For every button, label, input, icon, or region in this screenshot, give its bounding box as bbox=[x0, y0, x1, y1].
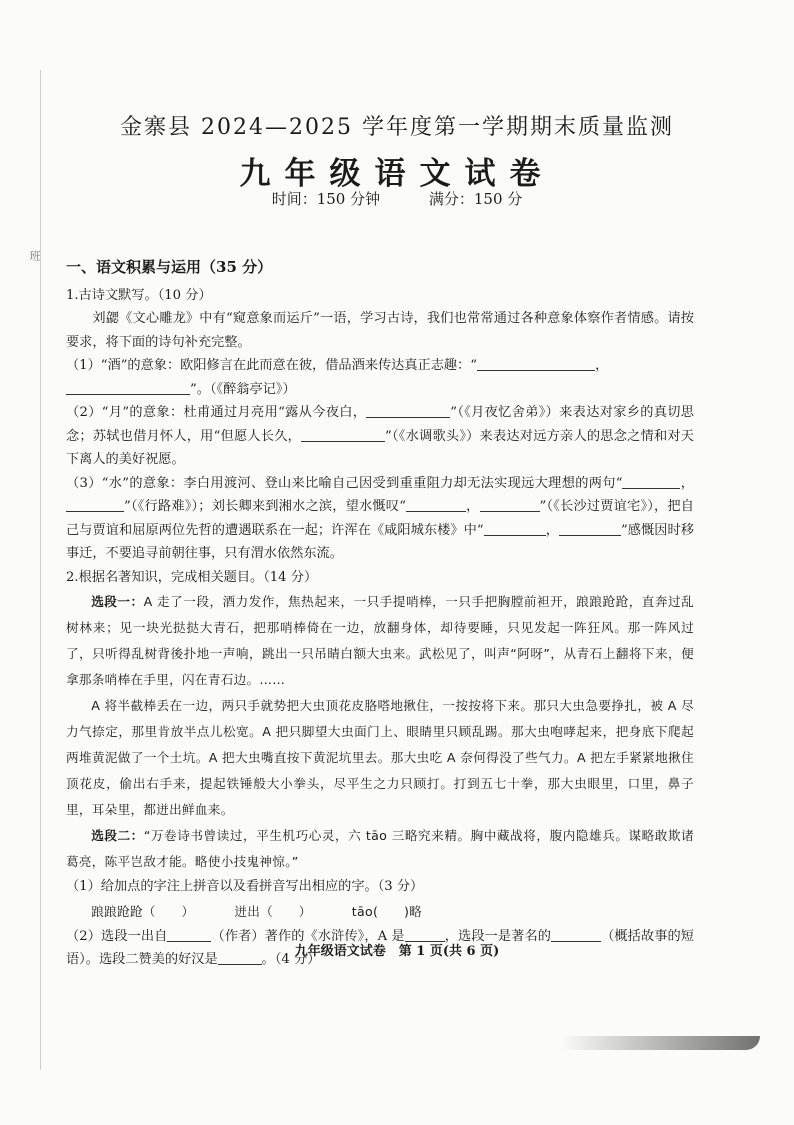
q2-sub1-words bbox=[66, 899, 694, 925]
time-label: 时间：150 分钟 bbox=[271, 190, 381, 208]
q1-intro: 刘勰《文心雕龙》中有“窥意象而运斤”一语，学习古诗，我们也常常通过各种意象体察作者情感。请按要求，将下面的诗句补充完整。 bbox=[66, 311, 694, 350]
answer-blank[interactable] bbox=[477, 356, 595, 371]
text: （2）选段一出自 bbox=[66, 928, 168, 944]
exam-title: 金寨县 2024—2025 学年度第一学期期末质量监测 bbox=[120, 115, 674, 140]
text: ”（《水调歌头》）来表达对远方亲人的思念之情和对天下离人的美好祝愿。 bbox=[66, 428, 694, 467]
answer-blank[interactable] bbox=[66, 497, 124, 512]
answer-blank[interactable] bbox=[480, 497, 540, 512]
text: ”（《长沙过贾谊宅》），把自己与贾谊和屈原两位先哲的遭遇联系在一起；许浑在《咸阳城东楼》中“ bbox=[66, 499, 694, 538]
q1-item3 bbox=[66, 472, 694, 566]
passage-text: A 走了一段，酒力发作，焦热起来，一只手提哨棒，一只手把胸膛前袒开，踉踉跄跄，直奔过乱树林来；见一块光挞挞大青石，把那哨棒倚在一边，放翻身体，却待要睡，只见发起一阵狂风。那一阵风过了，只听得乱树背後扑地一声响，跳出一只吊睛白额大虫来。武松见了，叫声“阿呀”，从青石上翻将下来，便拿那条哨棒在手里，闪在青石边。…… bbox=[66, 594, 694, 687]
paper-title: 九年级语文试卷 bbox=[239, 156, 555, 192]
text: ”。（《醉翁亭记》） bbox=[190, 381, 296, 397]
text: ， bbox=[595, 358, 609, 373]
answer-blank[interactable] bbox=[559, 521, 621, 536]
passage-text: “万卷诗书曾读过，平生机巧心灵，六 tāo 三略究来精。胸中藏战将，腹内隐雄兵。谋略敢欺诸葛亮，陈平岂敌才能。略使小技鬼神惊。” bbox=[66, 828, 695, 869]
q1-item1 bbox=[66, 354, 694, 401]
exam-info bbox=[0, 188, 794, 209]
passage-1-continued: A 将半截棒丢在一边，两只手就势把大虫顶花皮胳嗒地揪住，一按按将下来。那只大虫急要挣扎，被 A 尽力气捺定，那里肯放半点儿松宽。A 把只脚望大虫面门上、眼睛里只顾乱踢。那大虫咆哮起来，把身底下爬起两堆黄泥做了一个土坑。A 把大虫嘴直按下黄泥坑里去。那大虫吃 A 奈何得没了些气力。A 把左手紧紧地揪住顶花皮，偷出右手来，提起铁锤般大小拳头，尽平生之力只顾打。打到五七十拳，那大虫眼里，口里，鼻子里，耳朵里，都迸出鲜血来。 bbox=[66, 698, 694, 817]
answer-blank[interactable] bbox=[406, 497, 466, 512]
pinyin-item[interactable]: 踉踉跄跄（ ） bbox=[91, 903, 195, 919]
text: （1）“酒”的意象：欧阳修言在此而意在彼，借品酒来传达真正志趣：“ bbox=[66, 358, 478, 373]
text: （2）“月”的意象：杜甫通过月亮用“露从今夜白， bbox=[66, 405, 367, 420]
answer-blank[interactable] bbox=[301, 427, 385, 442]
text: 。（4 分） bbox=[261, 952, 321, 967]
section-title: 一、语文积累与运用（35 分） bbox=[66, 258, 273, 276]
text: （概括故事的短语）。选段二赞美的好汉是 bbox=[66, 928, 694, 967]
passage-label: 选段二： bbox=[91, 828, 144, 843]
text: ， bbox=[465, 499, 480, 514]
text: ， bbox=[545, 522, 559, 538]
answer-blank[interactable] bbox=[622, 474, 680, 489]
scan-shadow bbox=[560, 1036, 760, 1050]
text: ”感慨因时移事迁，不要追寻前朝往事，只有渭水依然东流。 bbox=[66, 522, 695, 561]
answer-blank[interactable] bbox=[366, 403, 450, 418]
text: ，选段一是著名的 bbox=[444, 928, 552, 944]
q2-sub1-title: （1）给加点的字注上拼音以及看拼音写出相应的字。（3 分） bbox=[66, 879, 424, 894]
page-footer: 九年级语文试卷 第 1 页(共 6 页) bbox=[294, 944, 500, 959]
binding-line bbox=[40, 70, 41, 1070]
passage-label: 选段一： bbox=[91, 594, 144, 609]
text: ”（《行路难》）；刘长卿来到湘水之滨，望水慨叹“ bbox=[124, 499, 406, 514]
text: （3）“水”的意象：李白用渡河、登山来比喻自己因受到重重阻力却无法实现远大理想的两句“ bbox=[66, 475, 623, 491]
pinyin-item[interactable]: 迸出（ ） bbox=[234, 903, 312, 919]
q2-title: 2.根据名著知识，完成相关题目。（14 分） bbox=[66, 569, 318, 585]
pinyin-item[interactable]: tāo( )略 bbox=[351, 903, 423, 919]
text: ， bbox=[680, 475, 694, 491]
score-label: 满分：150 分 bbox=[428, 190, 523, 208]
answer-blank[interactable] bbox=[66, 380, 190, 395]
q1-title: 1.古诗文默写。（10 分） bbox=[66, 287, 212, 303]
text: ”（《月夜忆舍弟》）来表达对家乡的真切思念；苏轼也借月怀人，用“但愿人长久， bbox=[66, 405, 694, 444]
margin-mark: 班 bbox=[28, 250, 41, 261]
passage-1 bbox=[66, 589, 694, 693]
exam-content bbox=[66, 256, 694, 972]
passage-2 bbox=[66, 823, 694, 875]
text: （作者）著作的《水浒传》，A 是 bbox=[211, 928, 405, 944]
answer-blank[interactable] bbox=[484, 521, 546, 536]
q1-item2 bbox=[66, 401, 694, 472]
